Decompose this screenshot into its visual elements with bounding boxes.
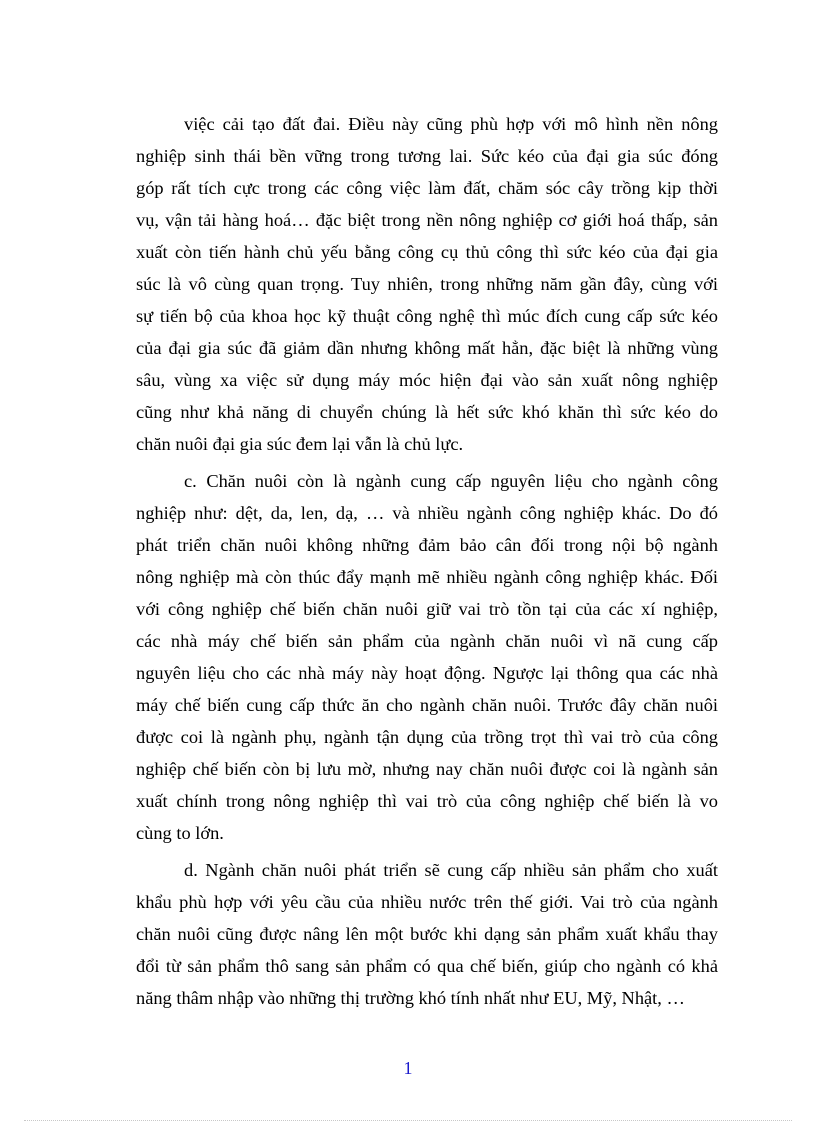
text-line: nguyên liệu cho các nhà máy này hoạt động. Ngược lại thông qua các nhà xyxy=(136,663,718,683)
text-line: xuất còn tiến hành chủ yếu bằng công cụ thủ công thì sức kéo của đại gia xyxy=(136,242,718,262)
text-line: của đại gia súc đã giảm dần nhưng không mất hẳn, đặc biệt là những vùng xyxy=(136,338,718,358)
text-line: các nhà máy chế biến sản phẩm của ngành chăn nuôi vì nã cung cấp xyxy=(136,631,718,651)
paragraph-d xyxy=(136,854,718,1014)
text-line: được coi là ngành phụ, ngành tận dụng của trồng trọt thì vai trò của công xyxy=(136,727,718,747)
text-line: vụ, vận tải hàng hoá… đặc biệt trong nền nông nghiệp cơ giới hoá thấp, sản xyxy=(136,210,718,230)
text-line: súc là vô cùng quan trọng. Tuy nhiên, trong những năm gần đây, cùng với xyxy=(136,274,718,294)
text-line: năng thâm nhập vào những thị trường khó tính nhất như EU, Mỹ, Nhật, … xyxy=(136,988,685,1008)
text-line: xuất chính trong nông nghiệp thì vai trò của công nghiệp chế biến là vo xyxy=(136,791,718,811)
text-line: việc cải tạo đất đai. Điều này cũng phù hợp với mô hình nền nông xyxy=(184,114,718,134)
text-line: nghiệp như: dệt, da, len, dạ, … và nhiều ngành công nghiệp khác. Do đó xyxy=(136,503,718,523)
text-line: sâu, vùng xa việc sử dụng máy móc hiện đại vào sản xuất nông nghiệp xyxy=(136,370,718,390)
text-line: khẩu phù hợp với yêu cầu của nhiều nước trên thế giới. Vai trò của ngành xyxy=(136,892,718,912)
text-line: chăn nuôi cũng được nâng lên một bước khi dạng sản phẩm xuất khẩu thay xyxy=(136,924,718,944)
text-line: máy chế biến cung cấp thức ăn cho ngành chăn nuôi. Trước đây chăn nuôi xyxy=(136,695,718,715)
text-line: với công nghiệp chế biến chăn nuôi giữ vai trò tồn tại của các xí nghiệp, xyxy=(136,599,718,619)
text-line: nông nghiệp mà còn thúc đẩy mạnh mẽ nhiều ngành công nghiệp khác. Đối xyxy=(136,567,718,587)
text-line: cũng như khả năng di chuyển chúng là hết sức khó khăn thì sức kéo do xyxy=(136,402,718,422)
page-bottom-divider xyxy=(24,1120,792,1121)
text-line: chăn nuôi đại gia súc đem lại vẫn là chủ lực. xyxy=(136,434,464,454)
text-line: nghiệp sinh thái bền vững trong tương lai. Sức kéo của đại gia súc đóng xyxy=(136,146,718,166)
paragraph-continuation xyxy=(136,108,718,460)
text-line: đổi từ sản phẩm thô sang sản phẩm có qua chế biến, giúp cho ngành có khả xyxy=(136,956,718,976)
page-number: 1 xyxy=(403,1058,413,1078)
text-line: c. Chăn nuôi còn là ngành cung cấp nguyên liệu cho ngành công xyxy=(184,471,718,491)
text-line: góp rất tích cực trong các công việc làm đất, chăm sóc cây trồng kịp thời xyxy=(136,178,718,198)
text-line: nghiệp chế biến còn bị lưu mờ, nhưng nay chăn nuôi được coi là ngành sản xyxy=(136,759,718,779)
text-line: phát triển chăn nuôi không những đảm bảo cân đối trong nội bộ ngành xyxy=(136,535,718,555)
text-line: d. Ngành chăn nuôi phát triển sẽ cung cấp nhiều sản phẩm cho xuất xyxy=(184,860,718,880)
text-line: sự tiến bộ của khoa học kỹ thuật công nghệ thì múc đích cung cấp sức kéo xyxy=(136,306,718,326)
paragraph-c xyxy=(136,465,718,849)
text-line: cùng to lớn. xyxy=(136,823,224,843)
